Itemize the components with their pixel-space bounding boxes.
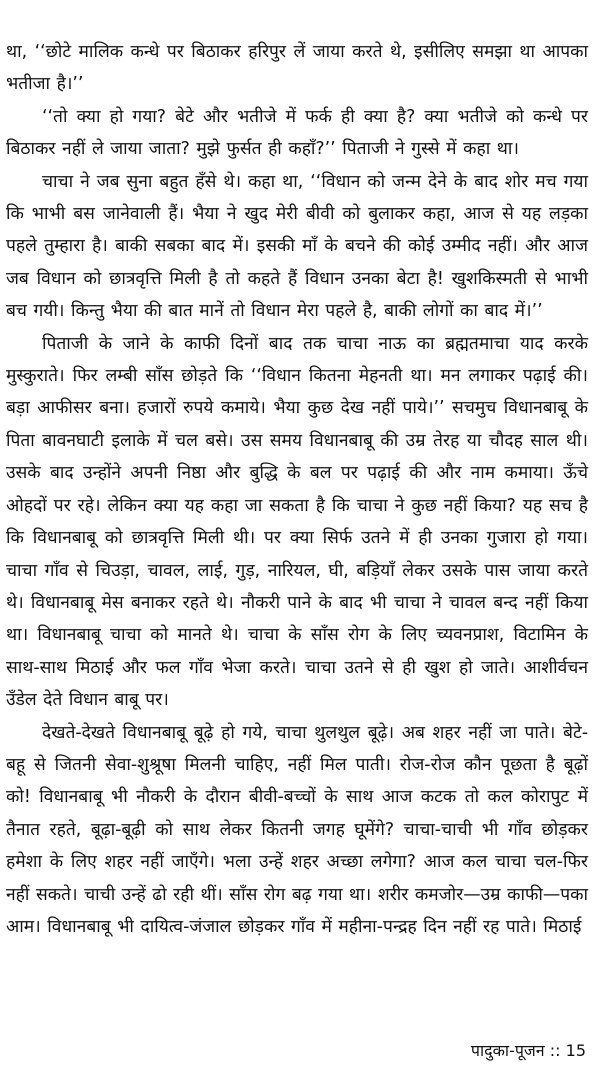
page-footer: पादुका-पूजन :: 15 <box>470 1041 586 1060</box>
paragraph-uncle-laughed: चाचा ने जब सुना बहुत हँसे थे। कहा था, ‘‘विधान को जन्म देने के बाद शोर मच गया कि भाभी बस जानेवाली हैं। भैया ने खुद मेरी बीवी को बुलाकर कहा, आज से यह लड़का पहले तुम्हारा है। बाकी सबका बाद में। इसकी माँ के बचने की कोई उम्मीद नहीं। और आज जब विधान को छात्रवृत्ति मिली है तो कहते हैं विधान उनका बेटा है! खुशकिस्मती से भाभी बच गयी। किन्तु भैया की बात मानें तो विधान मेरा पहले है, बाकी लोगों का बाद में।’’ <box>6 171 588 322</box>
paragraph-after-father-left: पिताजी के जाने के काफी दिनों बाद तक चाचा नाऊ का ब्रह्मतमाचा याद करके मुस्कुराते। फिर लम्बी साँस छोड़ते कि ‘‘विधान कितना मेहनती था। मन लगाकर पढ़ाई की। बड़ा आफीसर बना। हजारों रुपये कमाये। भैया कुछ देख नहीं पाये।’’ सचमुच विधानबाबू के पिता बावनघाटी इलाके में चल बसे। उस समय विधानबाबू की उम्र तेरह या चौदह साल थी। उसके बाद उन्होंने अपनी निष्ठा और बुद्धि के बल पर पढ़ाई की और नाम कमाया। ऊँचे ओहदों पर रहे। लेकिन क्या यह कहा जा सकता है कि चाचा ने कुछ नहीं किया? यह सच है कि विधानबाबू को छात्रवृत्ति मिली थी। पर क्या सिर्फ उतने में ही उनका गुजारा हो गया। चाचा गाँव से चिउड़ा, चावल, लाई, गुड़, नारियल, घी, बड़ियाँ लेकर उसके पास जाया करते थे। विधानबाबू मेस बनाकर रहते थे। नौकरी पाने के बाद भी चाचा ने चावल बन्द नहीं किया था। विधानबाबू चाचा को मानते थे। चाचा के साँस रोग के लिए च्यवनप्राश, विटामिन के साथ-साथ मिठाई और फल गाँव भेजा करते। चाचा उतने से ही खुश हो जाते। आशीर्वचन उँडेल देते विधान बाबू पर। <box>6 333 588 711</box>
paragraph-father-reply: ‘‘तो क्या हो गया? बेटे और भतीजे में फर्क ही क्या है? क्या भतीजे को कन्धे पर बिठाकर नहीं ले जाया जाता? मुझे फुर्सत ही कहाँ?’’ पिताजी ने गुस्से में कहा था। <box>6 106 588 160</box>
book-page <box>6 36 588 1036</box>
paragraph-continuation: था, ‘‘छोटे मालिक कन्धे पर बिठाकर हरिपुर लें जाया करते थे, इसीलिए समझा था आपका भतीजा है।’’ <box>6 42 588 95</box>
paragraph-vidhanbabu-aged: देखते-देखते विधानबाबू बूढ़े हो गये, चाचा थुलथुल बूढ़े। अब शहर नहीं जा पाते। बेटे-बहू से जितनी सेवा-शुश्रूषा मिलनी चाहिए, नहीं मिल पाती। रोज-रोज कौन पूछता है बूढ़ों को! विधानबाबू भी नौकरी के दौरान बीवी-बच्चों के साथ आज कटक तो कल कोरापुट में तैनात रहते, बूढ़ा-बूढ़ी को साथ लेकर कितनी जगह घूमेंगे? चाचा-चाची भी गाँव छोड़कर हमेशा के लिए शहर नहीं जाएँगे। भला उन्हें शहर अच्छा लगेगा? आज कल चाचा चल-फिर नहीं सकते। चाची उन्हें ढो रही थीं। साँस रोग बढ़ गया था। शरीर कमजोर—उम्र काफी—पका आम। विधानबाबू भी दायित्व-जंजाल छोड़कर गाँव में महीना-पन्द्रह दिन नहीं रह पाते। मिठाई <box>6 722 588 937</box>
